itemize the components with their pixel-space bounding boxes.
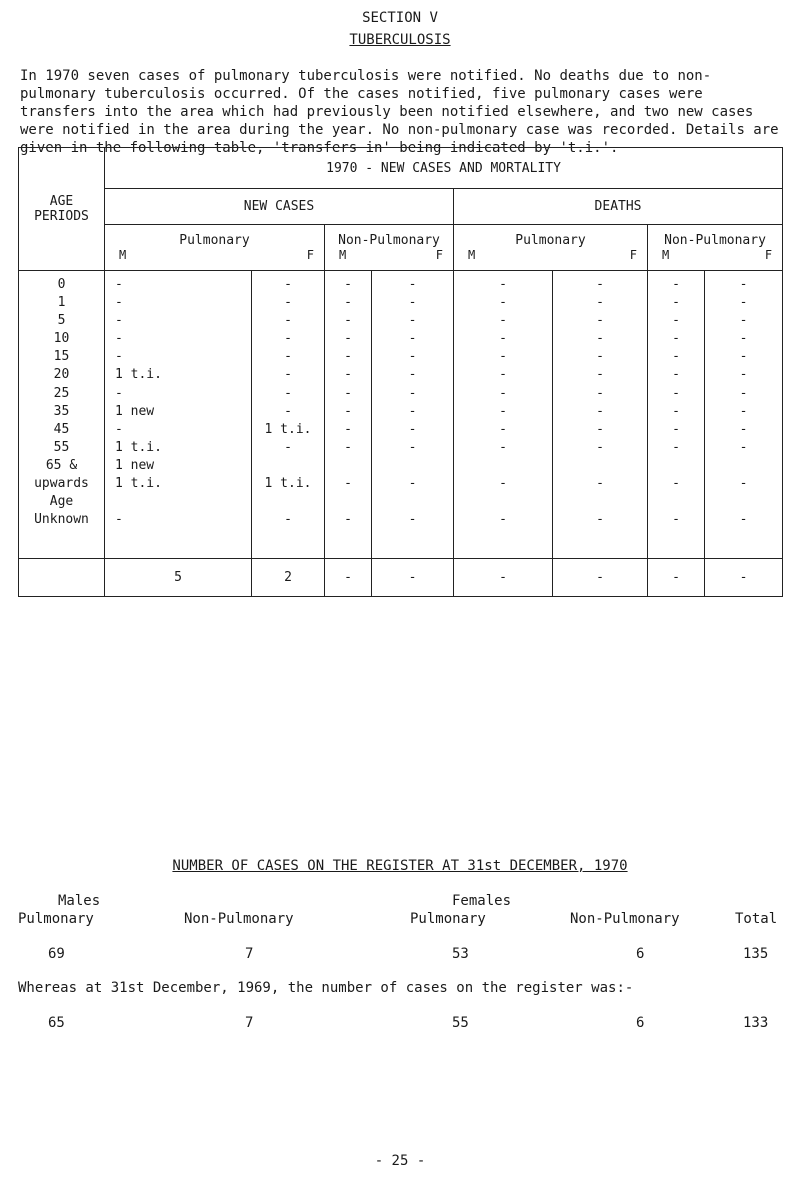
reg-col-label: Pulmonary (410, 911, 486, 927)
total-cell: - (454, 559, 553, 597)
table-cell: - (596, 313, 604, 329)
table-cell: - (672, 403, 680, 419)
table-cell: - (499, 349, 507, 365)
table-cell: - (408, 385, 417, 401)
table-cell: - (115, 313, 123, 329)
col-new-pulmonary-m (105, 271, 252, 559)
reg-value-1969: 55 (452, 1015, 469, 1031)
reg-col-label: Non-Pulmonary (570, 911, 680, 927)
table-cell: - (408, 367, 417, 383)
table-cell: - (344, 295, 352, 311)
reg-value-1969: 7 (245, 1015, 254, 1031)
table-cell (325, 493, 371, 511)
table-cell: - (596, 295, 604, 311)
reg-value-1970: 7 (245, 946, 254, 962)
table-cell: - (672, 421, 680, 437)
table-cell (705, 493, 782, 511)
col-new-nonpulmonary-f (372, 271, 454, 559)
col-deaths-pulmonary-m (454, 271, 553, 559)
table-cell: - (499, 295, 507, 311)
age-label: 1 (57, 295, 66, 311)
table-cell: - (344, 385, 352, 401)
table-cell: - (344, 277, 352, 292)
table-cell: - (596, 512, 604, 528)
table-cell: - (739, 367, 748, 383)
reg-value-1970: 53 (452, 946, 469, 962)
table-cell: - (115, 421, 123, 437)
page-number: - 25 - (374, 1153, 426, 1169)
table-cell: - (596, 331, 604, 347)
totals-row (19, 559, 783, 597)
table-cell: - (596, 385, 604, 401)
table-cell: - (344, 367, 352, 383)
table-cell: - (596, 421, 604, 437)
table-cell: - (284, 439, 292, 455)
table-cell: - (344, 512, 352, 528)
table-cell: - (115, 331, 123, 347)
table-cell: - (672, 439, 680, 455)
new-non-pulmonary-header: Non-Pulmonary M F (325, 225, 454, 271)
total-cell: - (648, 559, 705, 597)
age-label: 15 (53, 349, 70, 365)
reg-col-label: Pulmonary (18, 911, 94, 927)
table-cell: - (739, 277, 748, 292)
table-title: 1970 - NEW CASES AND MORTALITY (105, 148, 783, 189)
age-periods-header: AGE PERIODS (19, 148, 105, 271)
table-cell: - (672, 277, 680, 292)
table-cell (553, 457, 647, 475)
table-cell (553, 493, 647, 511)
age-label: Age (49, 494, 74, 510)
table-cell: 1 t.i. (115, 476, 162, 492)
table-cell: - (672, 385, 680, 401)
table-cell: - (596, 349, 604, 365)
table-cell (252, 493, 324, 511)
table-cell (372, 457, 453, 475)
table-cell: 1 t.i. (115, 367, 162, 383)
col-new-nonpulmonary-m (325, 271, 372, 559)
table-cell: - (284, 385, 292, 401)
page-heading: TUBERCULOSIS (349, 32, 451, 48)
table-cell: - (596, 277, 604, 292)
table-cell: - (408, 421, 417, 437)
total-cell: - (372, 559, 454, 597)
age-periods-column (19, 271, 105, 559)
table-cell: - (739, 331, 748, 347)
table-cell: - (672, 331, 680, 347)
reg-value-1969: 133 (743, 1015, 769, 1031)
table-cell: - (115, 512, 123, 528)
table-cell: - (672, 367, 680, 383)
age-label: 0 (57, 277, 66, 292)
table-cell: - (672, 313, 680, 329)
table-cell: - (499, 403, 507, 419)
table-cell (372, 493, 453, 511)
col-deaths-nonpulmonary-f (705, 271, 783, 559)
reg-value-1970: 135 (743, 946, 769, 962)
age-label: 20 (53, 367, 70, 383)
reg-col-label: Non-Pulmonary (184, 911, 294, 927)
age-label: 25 (53, 385, 70, 401)
table-cell (454, 457, 552, 475)
reg-value-1970: 6 (636, 946, 645, 962)
females-label: Females (452, 893, 512, 909)
table-cell: - (499, 367, 507, 383)
age-label: 35 (53, 403, 70, 419)
table-cell: - (672, 476, 680, 492)
table-cell: - (344, 403, 352, 419)
intro-paragraph: In 1970 seven cases of pulmonary tuberculosis were notified. No deaths due to non-pulmonary tuberculosis occurred. Of the cases notified, five pulmonary cases were transfers into the area which had previously been notified elsewhere, and two new cases were notified in the area during the year. No non-pulmonary case was recorded. Details are given in the following table, 'transfers in' being indicated by 't.i.'. (20, 68, 779, 156)
table-cell: - (284, 331, 292, 347)
table-cell: - (284, 313, 292, 329)
table-cell: - (499, 313, 507, 329)
table-cell: - (672, 295, 680, 311)
reg-value-1969: 6 (636, 1015, 645, 1031)
total-cell: - (325, 559, 372, 597)
age-label: Unknown (34, 512, 89, 528)
table-cell: - (344, 349, 352, 365)
table-cell: - (596, 439, 604, 455)
table-cell: - (739, 385, 748, 401)
table-cell: 1 new (115, 457, 155, 473)
table-cell: - (408, 331, 417, 347)
table-cell: - (284, 277, 292, 292)
table-cell: - (344, 476, 352, 492)
table-cell (325, 457, 371, 475)
col-deaths-pulmonary-f (553, 271, 648, 559)
table-cell: - (344, 421, 352, 437)
table-cell: - (739, 403, 748, 419)
table-cell: - (408, 295, 417, 311)
deaths-header: DEATHS (454, 189, 783, 225)
table-cell: - (739, 512, 748, 528)
table-cell: - (739, 349, 748, 365)
total-cell: - (553, 559, 648, 597)
table-cell: - (739, 439, 748, 455)
cases-mortality-table (18, 147, 783, 597)
table-cell (705, 457, 782, 475)
table-cell: 1 new (115, 403, 155, 419)
age-label: 65 & (45, 457, 78, 473)
reg-value-1970: 69 (48, 946, 65, 962)
table-cell: - (499, 421, 507, 437)
table-cell: - (499, 331, 507, 347)
age-label: 5 (57, 313, 66, 329)
table-cell: - (115, 385, 123, 401)
table-cell (648, 493, 704, 511)
new-cases-header: NEW CASES (105, 189, 454, 225)
total-cell: - (705, 559, 783, 597)
table-cell: - (115, 349, 123, 365)
table-cell: - (284, 367, 292, 383)
table-cell: - (739, 313, 748, 329)
table-cell: - (408, 349, 417, 365)
col-new-pulmonary-f (252, 271, 325, 559)
total-cell: 2 (252, 559, 325, 597)
table-cell: - (499, 277, 507, 292)
table-cell: - (408, 277, 417, 292)
deaths-pulmonary-header: Pulmonary M F (454, 225, 648, 271)
males-label: Males (58, 893, 101, 909)
total-cell: 5 (105, 559, 252, 597)
table-cell: - (499, 476, 507, 492)
table-cell: - (344, 439, 352, 455)
table-cell: - (284, 403, 292, 419)
table-cell: 1 t.i. (264, 476, 312, 492)
reg-value-1969: 65 (48, 1015, 65, 1031)
register-title: NUMBER OF CASES ON THE REGISTER AT 31st DECEMBER, 1970 (172, 858, 628, 874)
table-cell: - (596, 403, 604, 419)
reg-col-label: Total (735, 911, 778, 927)
table-cell: - (115, 295, 123, 311)
table-cell: - (739, 476, 748, 492)
table-cell: - (499, 512, 507, 528)
deaths-non-pulmonary-header: Non-Pulmonary M F (648, 225, 783, 271)
table-cell: - (672, 349, 680, 365)
table-cell: - (344, 313, 352, 329)
whereas-text: Whereas at 31st December, 1969, the number of cases on the register was:- (18, 980, 634, 996)
table-cell: - (408, 439, 417, 455)
table-cell (648, 457, 704, 475)
table-cell: - (284, 512, 292, 528)
table-cell: - (596, 476, 604, 492)
table-cell: - (344, 331, 352, 347)
age-label: upwards (34, 476, 89, 492)
section-label: SECTION V (362, 10, 438, 26)
age-label: 10 (53, 331, 70, 347)
new-pulmonary-header: Pulmonary M F (105, 225, 325, 271)
table-cell (252, 457, 324, 475)
table-cell: - (408, 403, 417, 419)
table-cell: - (499, 385, 507, 401)
table-cell: - (284, 295, 292, 311)
table-cell (454, 493, 552, 511)
table-cell: - (739, 295, 748, 311)
table-cell: - (499, 439, 507, 455)
table-cell: - (284, 349, 292, 365)
table-cell: - (672, 512, 680, 528)
table-cell: - (115, 277, 123, 292)
table-cell: 1 t.i. (264, 421, 312, 437)
col-deaths-nonpulmonary-m (648, 271, 705, 559)
age-label: 45 (53, 421, 70, 437)
age-label: 55 (53, 439, 70, 455)
table-cell: 1 t.i. (115, 439, 162, 455)
table-cell: - (408, 512, 417, 528)
table-cell: - (408, 313, 417, 329)
table-cell: - (739, 421, 748, 437)
table-cell (105, 493, 251, 511)
table-cell: - (596, 367, 604, 383)
table-cell: - (408, 476, 417, 492)
